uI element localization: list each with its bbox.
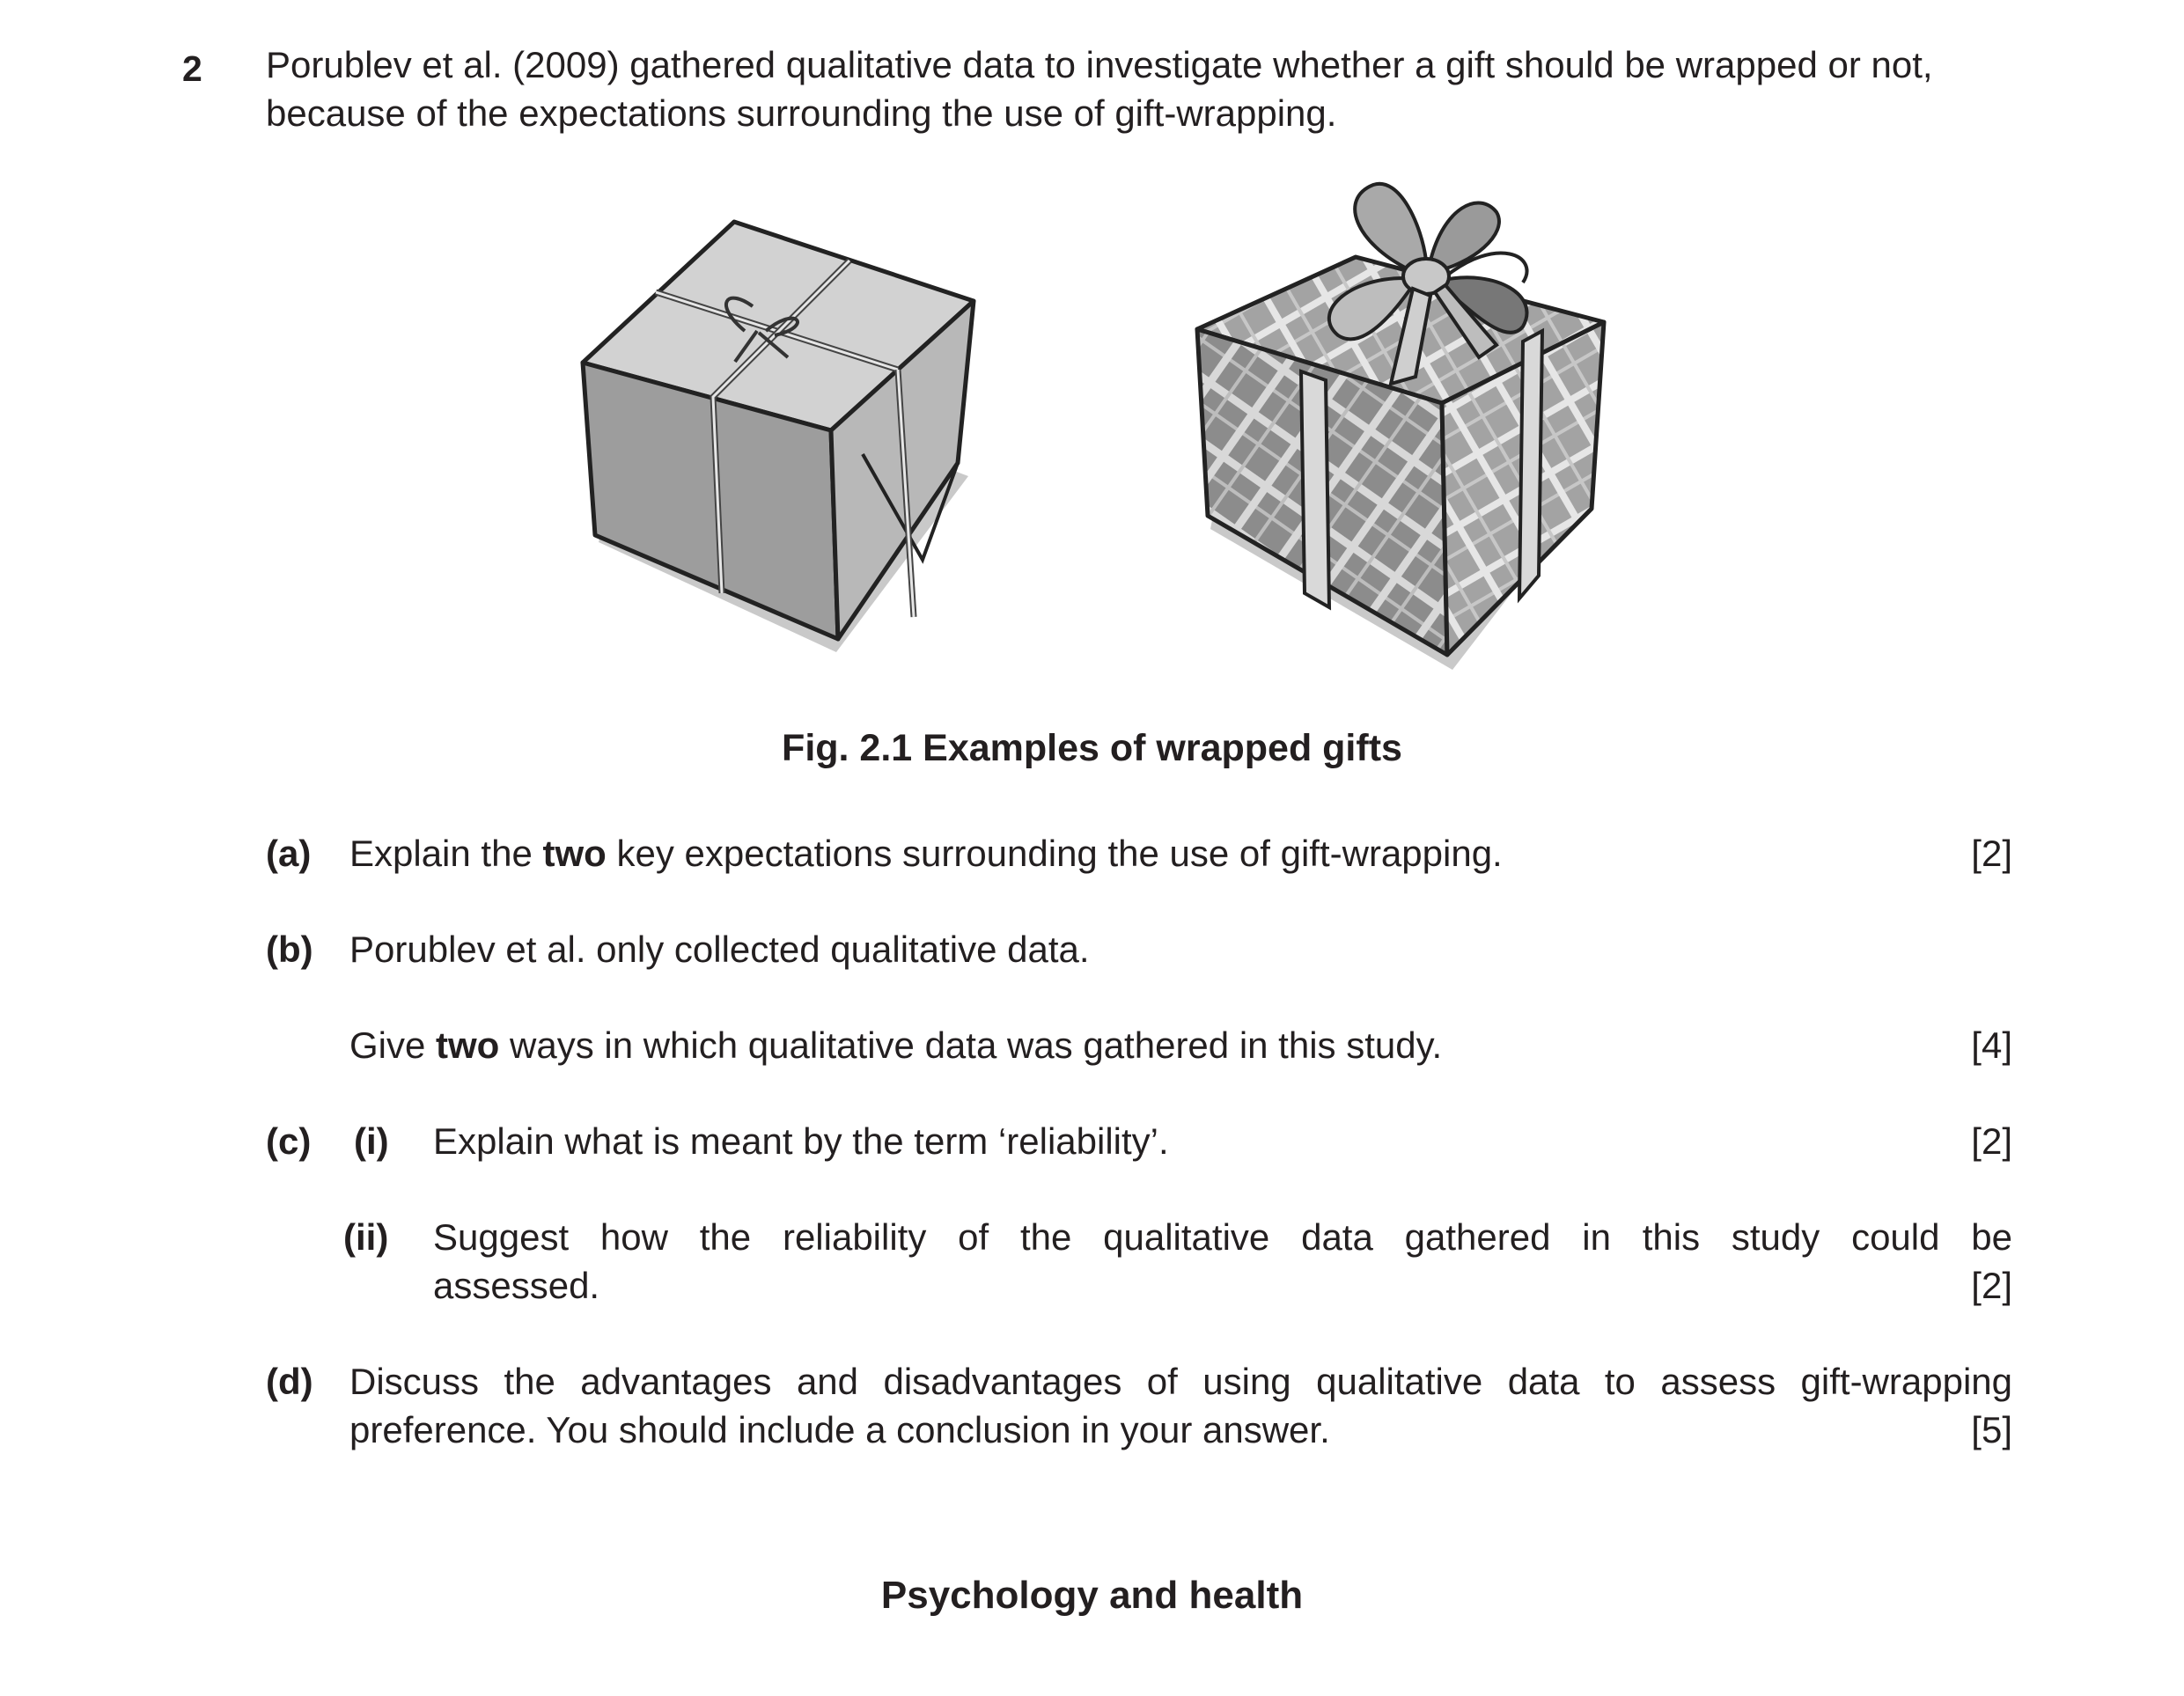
part-a-marks: [2] bbox=[1971, 833, 2012, 874]
question-intro: Porublev et al. (2009) gathered qualitative data to investigate whether a gift should be wrapped or not, because of the expectations surrounding the use of gift-wrapping. bbox=[266, 44, 1933, 134]
part-a-text: Explain the two key expectations surrounding the use of gift-wrapping. bbox=[349, 833, 1503, 874]
plain-wrapped-gift-with-string-icon bbox=[583, 222, 974, 652]
part-a-label: (a) bbox=[266, 833, 312, 874]
part-c-i-marks: [2] bbox=[1971, 1120, 2012, 1162]
part-d-label: (d) bbox=[266, 1361, 313, 1402]
figure-caption: Fig. 2.1 Examples of wrapped gifts bbox=[782, 727, 1402, 769]
part-c-i-text: Explain what is meant by the term ‘reliability’. bbox=[433, 1120, 1169, 1162]
part-c-i-label: (i) bbox=[354, 1120, 389, 1162]
patterned-wrapped-gift-with-bow-icon bbox=[1197, 184, 1604, 670]
part-c-ii-marks: [2] bbox=[1971, 1265, 2012, 1306]
part-b-line1: Porublev et al. only collected qualitative data. bbox=[349, 929, 1090, 970]
part-c-ii-label: (ii) bbox=[343, 1216, 389, 1258]
section-heading: Psychology and health bbox=[880, 1574, 1304, 1617]
part-d-line2: preference. You should include a conclusion in your answer. bbox=[349, 1409, 1330, 1450]
part-b-line2: Give two ways in which qualitative data was gathered in this study. bbox=[349, 1024, 1443, 1066]
part-b-marks: [4] bbox=[1971, 1024, 2012, 1066]
part-b-label: (b) bbox=[266, 929, 313, 970]
part-c-label: (c) bbox=[266, 1120, 312, 1162]
question-number: 2 bbox=[182, 48, 202, 89]
part-c-ii-line2: assessed. bbox=[433, 1265, 600, 1306]
gift-figure bbox=[563, 173, 1629, 692]
part-c-ii-line1: Suggest how the reliability of the qualitative data gathered in this study could be bbox=[433, 1216, 2012, 1258]
part-d-line1: Discuss the advantages and disadvantages of using qualitative data to assess gift-wrapping bbox=[349, 1361, 2012, 1402]
part-d-marks: [5] bbox=[1971, 1409, 2012, 1450]
